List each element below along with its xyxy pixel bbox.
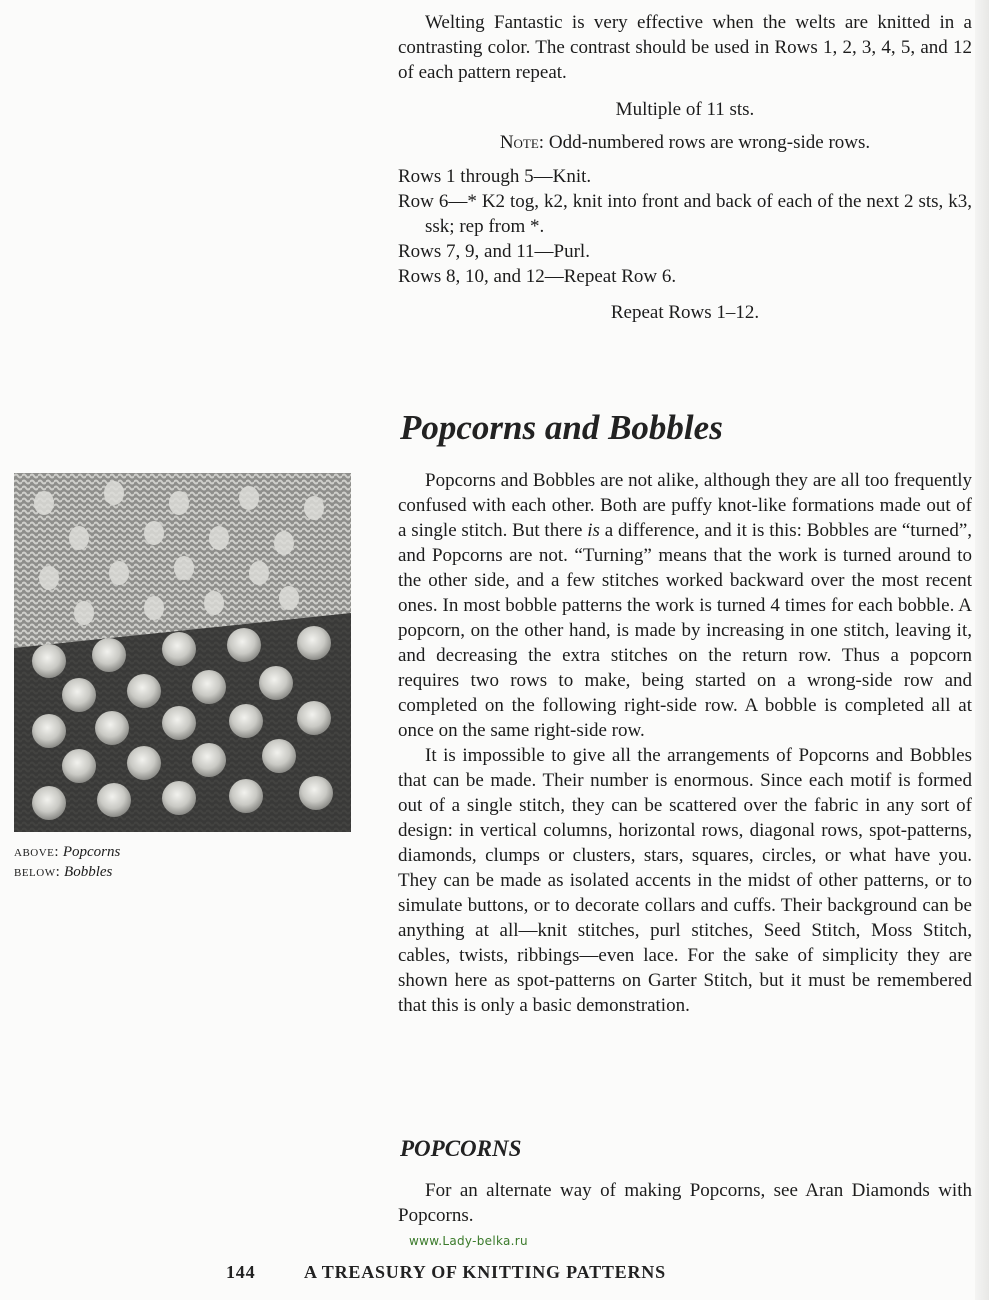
page-edge-shadow (975, 0, 989, 1300)
running-footer-title: A TREASURY OF KNITTING PATTERNS (304, 1262, 666, 1282)
subsection-text: For an alternate way of making Popcorns, see Aran Diamonds with Popcorns. (398, 1180, 972, 1226)
section-title: Popcorns and Bobbles (400, 408, 723, 447)
p1-text-a: Popcorns and Bobbles are not alike, although they are all too frequently confused with each other. Both are puffy knot-like formations made out of a single stitch. But there (398, 470, 972, 541)
row-instruction: Rows 8, 10, and 12—Repeat Row 6. (398, 266, 677, 287)
subsection-body (398, 1178, 972, 1228)
subsection-title: POPCORNS (400, 1136, 522, 1161)
row-instructions (398, 164, 972, 289)
row-instruction: Rows 7, 9, and 11—Purl. (398, 241, 590, 262)
note-label: Note: (499, 132, 545, 153)
welting-intro: Welting Fantastic is very effective when the welts are knitted in a contrasting color. The contrast should be used in Rows 1, 2, 3, 4, 5, and 12 of each pattern repeat. (398, 12, 972, 83)
p1-text-b: a difference, and it is this: Bobbles are “turned”, and Popcorns are not. “Turning” means that the work is turned around to the other side, and a few stitches worked backward over the most recent ones. In most bobble patterns the work is turned 4 times for each bobble. A popcorn, on the other hand, is made by increasing in one stitch, leaving it, and decreasing the extra stitches on the return row. Thus a popcorn requires two rows to make, being started on a wrong-side row and completed on the following right-side row. A bobble is completed all at once on the same right-side row. (398, 520, 973, 741)
note-text: Odd-numbered rows are wrong-side rows. (544, 132, 871, 153)
page-number: 144 (226, 1262, 256, 1282)
row-instruction: Rows 1 through 5—Knit. (398, 166, 592, 187)
caption-value: Bobbles (64, 864, 113, 880)
knitting-swatch-photo (14, 473, 351, 832)
caption-above (14, 842, 120, 862)
caption-label: below: (14, 864, 61, 880)
caption-value: Popcorns (62, 844, 121, 860)
multiple-line: Multiple of 11 sts. (615, 99, 755, 120)
caption-below (14, 862, 120, 882)
section-body (398, 468, 972, 1018)
watermark: www.Lady-belka.ru (409, 1234, 528, 1248)
caption-label: above: (14, 844, 60, 860)
figure-caption (14, 842, 120, 882)
row-instruction: Row 6—* K2 tog, k2, knit into front and back of each of the next 2 sts, k3, ssk; rep from *. (398, 191, 972, 237)
repeat-line: Repeat Rows 1–12. (610, 302, 760, 323)
welting-section (398, 10, 972, 325)
paragraph-1 (398, 468, 972, 743)
p1-emphasis: is (587, 520, 600, 541)
note-line (398, 130, 972, 155)
paragraph-2: It is impossible to give all the arrangements of Popcorns and Bobbles that can be made. Their number is enormous. Since each motif is formed out of a single stitch, they can be scattered over the fabric in any sort of design: in vertical columns, horizontal rows, diagonal rows, spot-patterns, diamonds, clumps or clusters, stars, squares, circles, or what have you. They can be made as isolated accents in the midst of other patterns, or to simulate buttons, or to decorate collars and cuffs. Their background can be anything at all—knit stitches, purl stitches, Seed Stitch, Moss Stitch, cables, twists, ribbings—even lace. For the sake of simplicity they are shown here as spot-patterns on Garter Stitch, but it must be remembered that this is only a basic demonstration. (398, 745, 972, 1016)
